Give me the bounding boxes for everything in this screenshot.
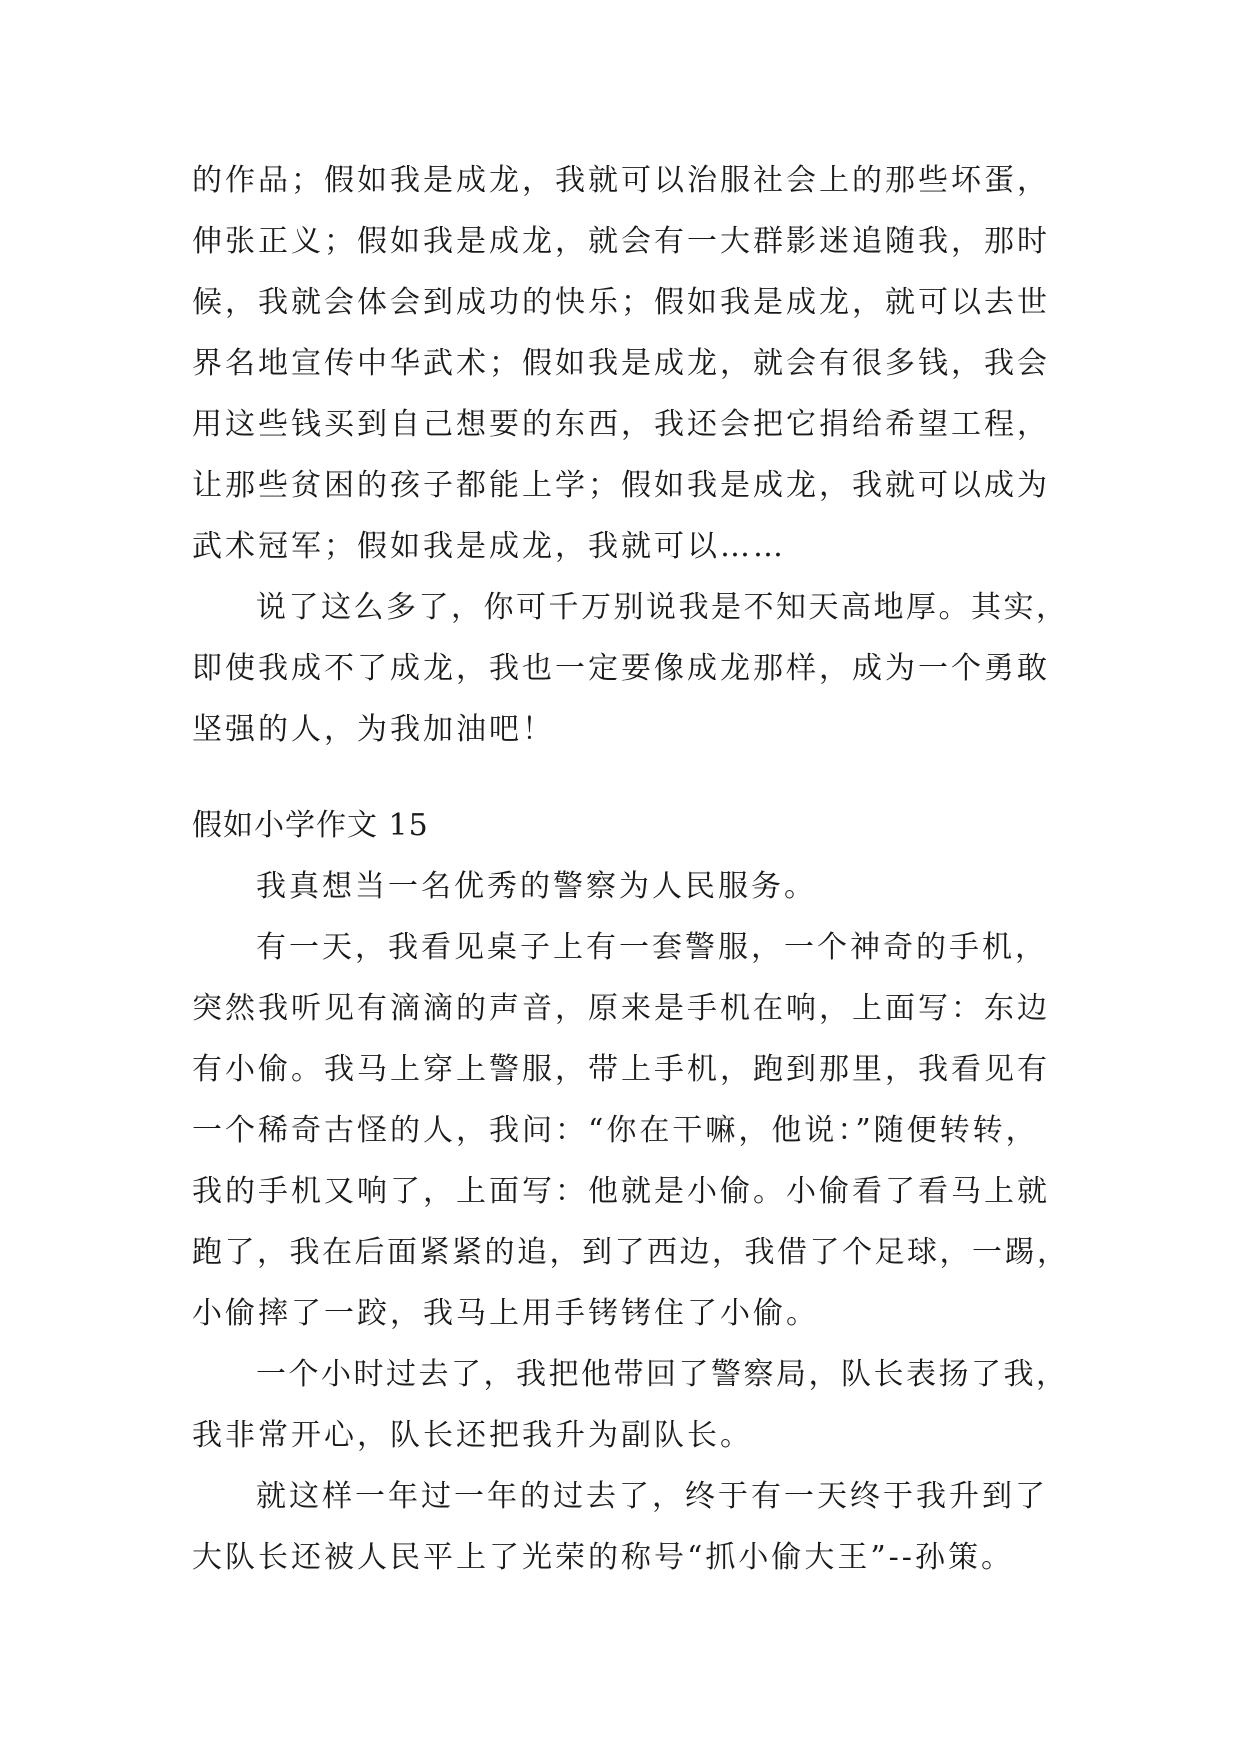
paragraph-line: 即使我成不了成龙，我也一定要像成龙那样，成为一个勇敢 (192, 651, 1050, 686)
section-title: 假如小学作文 15 (192, 808, 429, 843)
paragraph-line-indented: 说了这么多了，你可千万别说我是不知天高地厚。其实， (256, 590, 1069, 625)
paragraph-line: 伸张正义；假如我是成龙，就会有一大群影迷追随我，那时 (192, 224, 1050, 259)
paragraph-line-indented: 一个小时过去了，我把他带回了警察局，队长表扬了我， (256, 1357, 1069, 1392)
paragraph-line: 跑了，我在后面紧紧的追，到了西边，我借了个足球，一踢， (192, 1235, 1070, 1270)
paragraph-line: 的作品；假如我是成龙，我就可以治服社会上的那些坏蛋， (192, 163, 1050, 198)
paragraph-line: 候，我就会体会到成功的快乐；假如我是成龙，就可以去世 (192, 285, 1050, 320)
paragraph-line: 用这些钱买到自己想要的东西，我还会把它捐给希望工程， (192, 407, 1050, 442)
paragraph-line: 突然我听见有滴滴的声音，原来是手机在响，上面写：东边 (192, 991, 1050, 1026)
paragraph-line-indented: 我真想当一名优秀的警察为人民服务。 (256, 869, 817, 904)
paragraph-line: 我非常开心，队长还把我升为副队长。 (192, 1418, 753, 1453)
paragraph-line: 武术冠军；假如我是成龙，我就可以…… (192, 529, 786, 564)
paragraph-line: 我的手机又响了，上面写：他就是小偷。小偷看了看马上就 (192, 1174, 1050, 1209)
paragraph-line-indented: 就这样一年过一年的过去了，终于有一天终于我升到了 (256, 1479, 1048, 1514)
paragraph-line: 坚强的人，为我加油吧！ (192, 712, 555, 747)
paragraph-line: 让那些贫困的孩子都能上学；假如我是成龙，我就可以成为 (192, 468, 1050, 503)
paragraph-line: 小偷摔了一跤，我马上用手铐铐住了小偷。 (192, 1296, 819, 1331)
paragraph-line: 一个稀奇古怪的人，我问：“你在干嘛，他说：”随便转转， (192, 1113, 1039, 1148)
paragraph-line: 大队长还被人民平上了光荣的称号“抓小偷大王”--孙策。 (192, 1540, 1014, 1575)
paragraph-line: 界名地宣传中华武术；假如我是成龙，就会有很多钱，我会 (192, 346, 1050, 381)
paragraph-line-indented: 有一天，我看见桌子上有一套警服，一个神奇的手机， (256, 930, 1048, 965)
paragraph-line: 有小偷。我马上穿上警服，带上手机，跑到那里，我看见有 (192, 1052, 1050, 1087)
